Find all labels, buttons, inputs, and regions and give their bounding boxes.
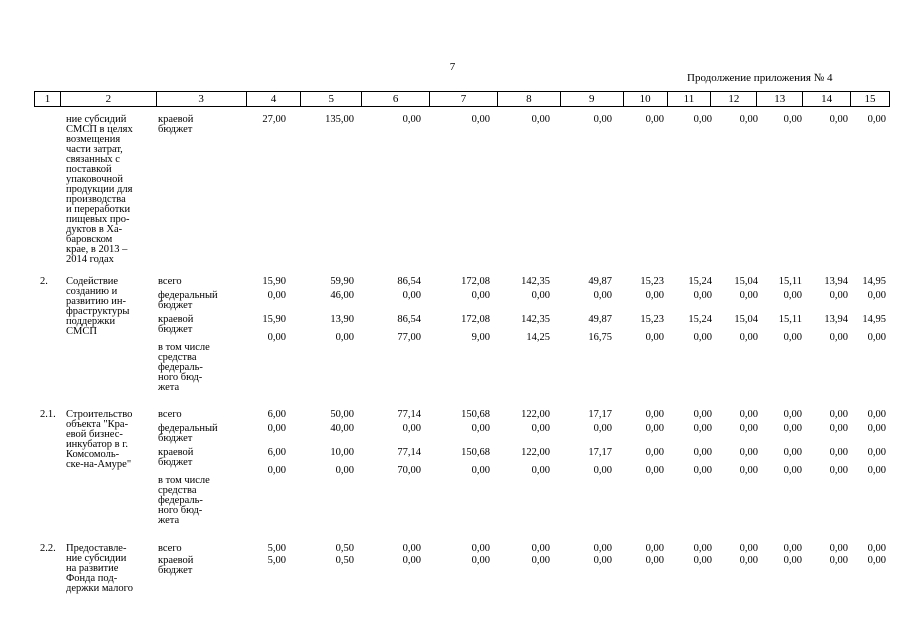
value-cell: 0,00 bbox=[783, 114, 802, 125]
funding-source-line: бюджет bbox=[158, 457, 193, 468]
value-cell: 0,00 bbox=[267, 290, 286, 301]
value-cell: 0,00 bbox=[471, 465, 490, 476]
value-cell: 0,00 bbox=[335, 332, 354, 343]
table-header-row bbox=[34, 91, 890, 107]
value-cell: 150,68 bbox=[461, 409, 490, 420]
value-cell: 0,00 bbox=[693, 465, 712, 476]
value-cell: 122,00 bbox=[521, 447, 550, 458]
value-cell: 14,95 bbox=[862, 314, 886, 325]
funding-source-line: жета bbox=[158, 382, 180, 393]
value-cell: 172,08 bbox=[461, 276, 490, 287]
funding-source-line: всего bbox=[158, 276, 182, 287]
measure-name-line: ние субсидий bbox=[66, 114, 127, 125]
measure-name-line: продукции для bbox=[66, 184, 133, 195]
value-cell: 0,00 bbox=[693, 423, 712, 434]
funding-source-line: федеральный bbox=[158, 423, 218, 434]
header-cell: 8 bbox=[498, 92, 561, 106]
value-cell: 0,00 bbox=[593, 423, 612, 434]
header-cell: 11 bbox=[668, 92, 712, 106]
funding-source-line: краевой bbox=[158, 314, 194, 325]
value-cell: 0,00 bbox=[867, 114, 886, 125]
value-cell: 5,00 bbox=[267, 555, 286, 566]
measure-name-line: поддержки bbox=[66, 316, 116, 327]
value-cell: 13,94 bbox=[824, 314, 848, 325]
value-cell: 0,00 bbox=[867, 290, 886, 301]
value-cell: 46,00 bbox=[330, 290, 354, 301]
value-cell: 0,00 bbox=[402, 290, 421, 301]
funding-source-line: ного бюд- bbox=[158, 505, 203, 516]
value-cell: 0,00 bbox=[693, 290, 712, 301]
value-cell: 15,23 bbox=[640, 276, 664, 287]
measure-name-line: объекта "Кра- bbox=[66, 419, 129, 430]
value-cell: 6,00 bbox=[267, 447, 286, 458]
header-cell: 15 bbox=[864, 93, 876, 105]
header-cell: 2 bbox=[61, 92, 157, 106]
header-cell: 6 bbox=[362, 92, 430, 106]
value-cell: 0,00 bbox=[829, 423, 848, 434]
header-cell: 14 bbox=[803, 92, 851, 106]
value-cell: 0,00 bbox=[402, 423, 421, 434]
value-cell: 49,87 bbox=[588, 276, 612, 287]
value-cell: 15,24 bbox=[688, 276, 712, 287]
header-cell: 12 bbox=[711, 92, 757, 106]
value-cell: 0,00 bbox=[829, 290, 848, 301]
measure-name-line: крае, в 2013 – bbox=[66, 244, 128, 255]
row-number: 2.2. bbox=[40, 543, 56, 554]
measure-name-line: дуктов в Ха- bbox=[66, 224, 123, 235]
value-cell: 0,00 bbox=[471, 555, 490, 566]
measure-name-line: евой бизнес- bbox=[66, 429, 123, 440]
value-cell: 0,00 bbox=[783, 290, 802, 301]
value-cell: 27,00 bbox=[262, 114, 286, 125]
measure-name-line: инкубатор в г. bbox=[66, 439, 128, 450]
value-cell: 0,00 bbox=[739, 543, 758, 554]
funding-source-line: средства bbox=[158, 352, 197, 363]
funding-source-line: краевой bbox=[158, 114, 194, 125]
measure-name-line: баровском bbox=[66, 234, 113, 245]
value-cell: 0,00 bbox=[531, 465, 550, 476]
value-cell: 122,00 bbox=[521, 409, 550, 420]
value-cell: 0,00 bbox=[267, 332, 286, 343]
funding-source-line: бюджет bbox=[158, 433, 193, 444]
header-cell: 5 bbox=[301, 92, 362, 106]
value-cell: 0,00 bbox=[593, 543, 612, 554]
value-cell: 16,75 bbox=[588, 332, 612, 343]
funding-source-line: федераль- bbox=[158, 495, 203, 506]
value-cell: 0,00 bbox=[693, 543, 712, 554]
value-cell: 13,90 bbox=[330, 314, 354, 325]
value-cell: 0,00 bbox=[783, 543, 802, 554]
measure-name-line: связанных с bbox=[66, 154, 120, 165]
value-cell: 9,00 bbox=[471, 332, 490, 343]
value-cell: 0,00 bbox=[471, 423, 490, 434]
header-cell: 9 bbox=[561, 92, 624, 106]
measure-name-line: ске-на-Амуре" bbox=[66, 459, 132, 470]
measure-name-line: пищевых про- bbox=[66, 214, 130, 225]
measure-name-line: Фонда под- bbox=[66, 573, 118, 584]
value-cell: 0,00 bbox=[867, 332, 886, 343]
value-cell: 0,00 bbox=[739, 332, 758, 343]
measure-name-line: упаковочной bbox=[66, 174, 123, 185]
value-cell: 0,00 bbox=[739, 290, 758, 301]
value-cell: 15,04 bbox=[734, 276, 758, 287]
funding-source-line: бюджет bbox=[158, 124, 193, 135]
measure-name-line: ние субсидии bbox=[66, 553, 127, 564]
value-cell: 0,00 bbox=[267, 423, 286, 434]
measure-name-line: СМСП в целях bbox=[66, 124, 133, 135]
value-cell: 0,00 bbox=[402, 114, 421, 125]
value-cell: 0,00 bbox=[829, 409, 848, 420]
value-cell: 0,00 bbox=[867, 409, 886, 420]
value-cell: 0,00 bbox=[783, 465, 802, 476]
value-cell: 15,24 bbox=[688, 314, 712, 325]
value-cell: 0,00 bbox=[335, 465, 354, 476]
value-cell: 142,35 bbox=[521, 276, 550, 287]
value-cell: 0,00 bbox=[593, 555, 612, 566]
value-cell: 6,00 bbox=[267, 409, 286, 420]
value-cell: 0,00 bbox=[739, 409, 758, 420]
funding-source-line: средства bbox=[158, 485, 197, 496]
value-cell: 0,00 bbox=[739, 114, 758, 125]
funding-source-line: бюджет bbox=[158, 324, 193, 335]
value-cell: 15,04 bbox=[734, 314, 758, 325]
value-cell: 0,00 bbox=[531, 114, 550, 125]
value-cell: 5,00 bbox=[267, 543, 286, 554]
header-cell: 7 bbox=[430, 92, 498, 106]
value-cell: 0,00 bbox=[645, 543, 664, 554]
value-cell: 0,00 bbox=[829, 447, 848, 458]
funding-source-line: краевой bbox=[158, 555, 194, 566]
funding-source-line: всего bbox=[158, 409, 182, 420]
value-cell: 0,00 bbox=[739, 465, 758, 476]
value-cell: 0,00 bbox=[739, 447, 758, 458]
value-cell: 0,00 bbox=[645, 555, 664, 566]
measure-name-line: возмещения bbox=[66, 134, 121, 145]
value-cell: 0,00 bbox=[645, 447, 664, 458]
value-cell: 135,00 bbox=[325, 114, 354, 125]
funding-source-line: в том числе bbox=[158, 342, 210, 353]
value-cell: 0,00 bbox=[739, 423, 758, 434]
value-cell: 86,54 bbox=[397, 276, 421, 287]
value-cell: 0,00 bbox=[645, 290, 664, 301]
measure-name-line: созданию и bbox=[66, 286, 118, 297]
value-cell: 15,90 bbox=[262, 314, 286, 325]
value-cell: 0,00 bbox=[645, 332, 664, 343]
header-cell: 4 bbox=[247, 92, 302, 106]
funding-source-line: в том числе bbox=[158, 475, 210, 486]
value-cell: 0,00 bbox=[693, 332, 712, 343]
value-cell: 77,14 bbox=[397, 447, 421, 458]
value-cell: 13,94 bbox=[824, 276, 848, 287]
measure-name-line: на развитие bbox=[66, 563, 119, 574]
funding-source-line: федераль- bbox=[158, 362, 203, 373]
value-cell: 0,00 bbox=[531, 423, 550, 434]
funding-source-line: федеральный bbox=[158, 290, 218, 301]
value-cell: 0,00 bbox=[402, 543, 421, 554]
measure-name-line: поставкой bbox=[66, 164, 112, 175]
value-cell: 0,00 bbox=[693, 555, 712, 566]
measure-name-line: части затрат, bbox=[66, 144, 123, 155]
value-cell: 17,17 bbox=[588, 409, 612, 420]
value-cell: 0,00 bbox=[267, 465, 286, 476]
measure-name-line: Строительство bbox=[66, 409, 133, 420]
value-cell: 0,00 bbox=[829, 332, 848, 343]
value-cell: 0,00 bbox=[783, 332, 802, 343]
value-cell: 10,00 bbox=[330, 447, 354, 458]
value-cell: 15,90 bbox=[262, 276, 286, 287]
measure-name-line: 2014 годах bbox=[66, 254, 114, 265]
value-cell: 0,00 bbox=[471, 543, 490, 554]
value-cell: 0,00 bbox=[783, 423, 802, 434]
funding-source-line: всего bbox=[158, 543, 182, 554]
header-cell: 10 bbox=[624, 92, 668, 106]
value-cell: 0,00 bbox=[471, 114, 490, 125]
measure-name-line: фраструктуры bbox=[66, 306, 130, 317]
value-cell: 50,00 bbox=[330, 409, 354, 420]
value-cell: 172,08 bbox=[461, 314, 490, 325]
value-cell: 0,00 bbox=[867, 447, 886, 458]
value-cell: 14,25 bbox=[526, 332, 550, 343]
value-cell: 86,54 bbox=[397, 314, 421, 325]
value-cell: 142,35 bbox=[521, 314, 550, 325]
measure-name-line: Предоставле- bbox=[66, 543, 127, 554]
funding-source-line: бюджет bbox=[158, 565, 193, 576]
measure-name-line: СМСП bbox=[66, 326, 97, 337]
value-cell: 0,00 bbox=[829, 543, 848, 554]
measure-name-line: Комсомоль- bbox=[66, 449, 120, 460]
measure-name-line: и переработки bbox=[66, 204, 131, 215]
value-cell: 0,50 bbox=[335, 543, 354, 554]
page-number: 7 bbox=[449, 61, 456, 73]
value-cell: 15,11 bbox=[778, 276, 802, 287]
value-cell: 0,00 bbox=[867, 465, 886, 476]
value-cell: 40,00 bbox=[330, 423, 354, 434]
value-cell: 0,00 bbox=[402, 555, 421, 566]
value-cell: 0,00 bbox=[829, 465, 848, 476]
funding-source-line: жета bbox=[158, 515, 180, 526]
value-cell: 0,00 bbox=[829, 114, 848, 125]
value-cell: 150,68 bbox=[461, 447, 490, 458]
header-cell: 13 bbox=[757, 92, 803, 106]
value-cell: 14,95 bbox=[862, 276, 886, 287]
value-cell: 17,17 bbox=[588, 447, 612, 458]
value-cell: 77,14 bbox=[397, 409, 421, 420]
value-cell: 0,00 bbox=[867, 555, 886, 566]
value-cell: 15,23 bbox=[640, 314, 664, 325]
measure-name-line: производства bbox=[66, 194, 126, 205]
value-cell: 0,00 bbox=[645, 465, 664, 476]
value-cell: 0,00 bbox=[645, 409, 664, 420]
value-cell: 0,00 bbox=[783, 555, 802, 566]
value-cell: 0,00 bbox=[593, 114, 612, 125]
value-cell: 0,00 bbox=[645, 114, 664, 125]
value-cell: 0,00 bbox=[593, 290, 612, 301]
value-cell: 0,00 bbox=[829, 555, 848, 566]
funding-source-line: ного бюд- bbox=[158, 372, 203, 383]
value-cell: 0,50 bbox=[335, 555, 354, 566]
value-cell: 70,00 bbox=[397, 465, 421, 476]
value-cell: 77,00 bbox=[397, 332, 421, 343]
value-cell: 59,90 bbox=[330, 276, 354, 287]
header-cell: 3 bbox=[157, 92, 247, 106]
value-cell: 0,00 bbox=[645, 423, 664, 434]
value-cell: 0,00 bbox=[471, 290, 490, 301]
value-cell: 0,00 bbox=[531, 290, 550, 301]
row-number: 2. bbox=[40, 276, 48, 287]
funding-source-line: бюджет bbox=[158, 300, 193, 311]
value-cell: 0,00 bbox=[593, 465, 612, 476]
value-cell: 0,00 bbox=[867, 543, 886, 554]
value-cell: 0,00 bbox=[783, 409, 802, 420]
value-cell: 0,00 bbox=[739, 555, 758, 566]
value-cell: 0,00 bbox=[693, 114, 712, 125]
measure-name-line: держки малого bbox=[66, 583, 133, 594]
value-cell: 0,00 bbox=[693, 409, 712, 420]
funding-source-line: краевой bbox=[158, 447, 194, 458]
measure-name-line: развитию ин- bbox=[66, 296, 127, 307]
header-cell: 1 bbox=[35, 92, 61, 106]
row-number: 2.1. bbox=[40, 409, 56, 420]
value-cell: 15,11 bbox=[778, 314, 802, 325]
value-cell: 49,87 bbox=[588, 314, 612, 325]
value-cell: 0,00 bbox=[531, 555, 550, 566]
measure-name-line: Содействие bbox=[66, 276, 119, 287]
value-cell: 0,00 bbox=[531, 543, 550, 554]
continuation-note: Продолжение приложения № 4 bbox=[687, 72, 833, 84]
value-cell: 0,00 bbox=[693, 447, 712, 458]
value-cell: 0,00 bbox=[867, 423, 886, 434]
value-cell: 0,00 bbox=[783, 447, 802, 458]
